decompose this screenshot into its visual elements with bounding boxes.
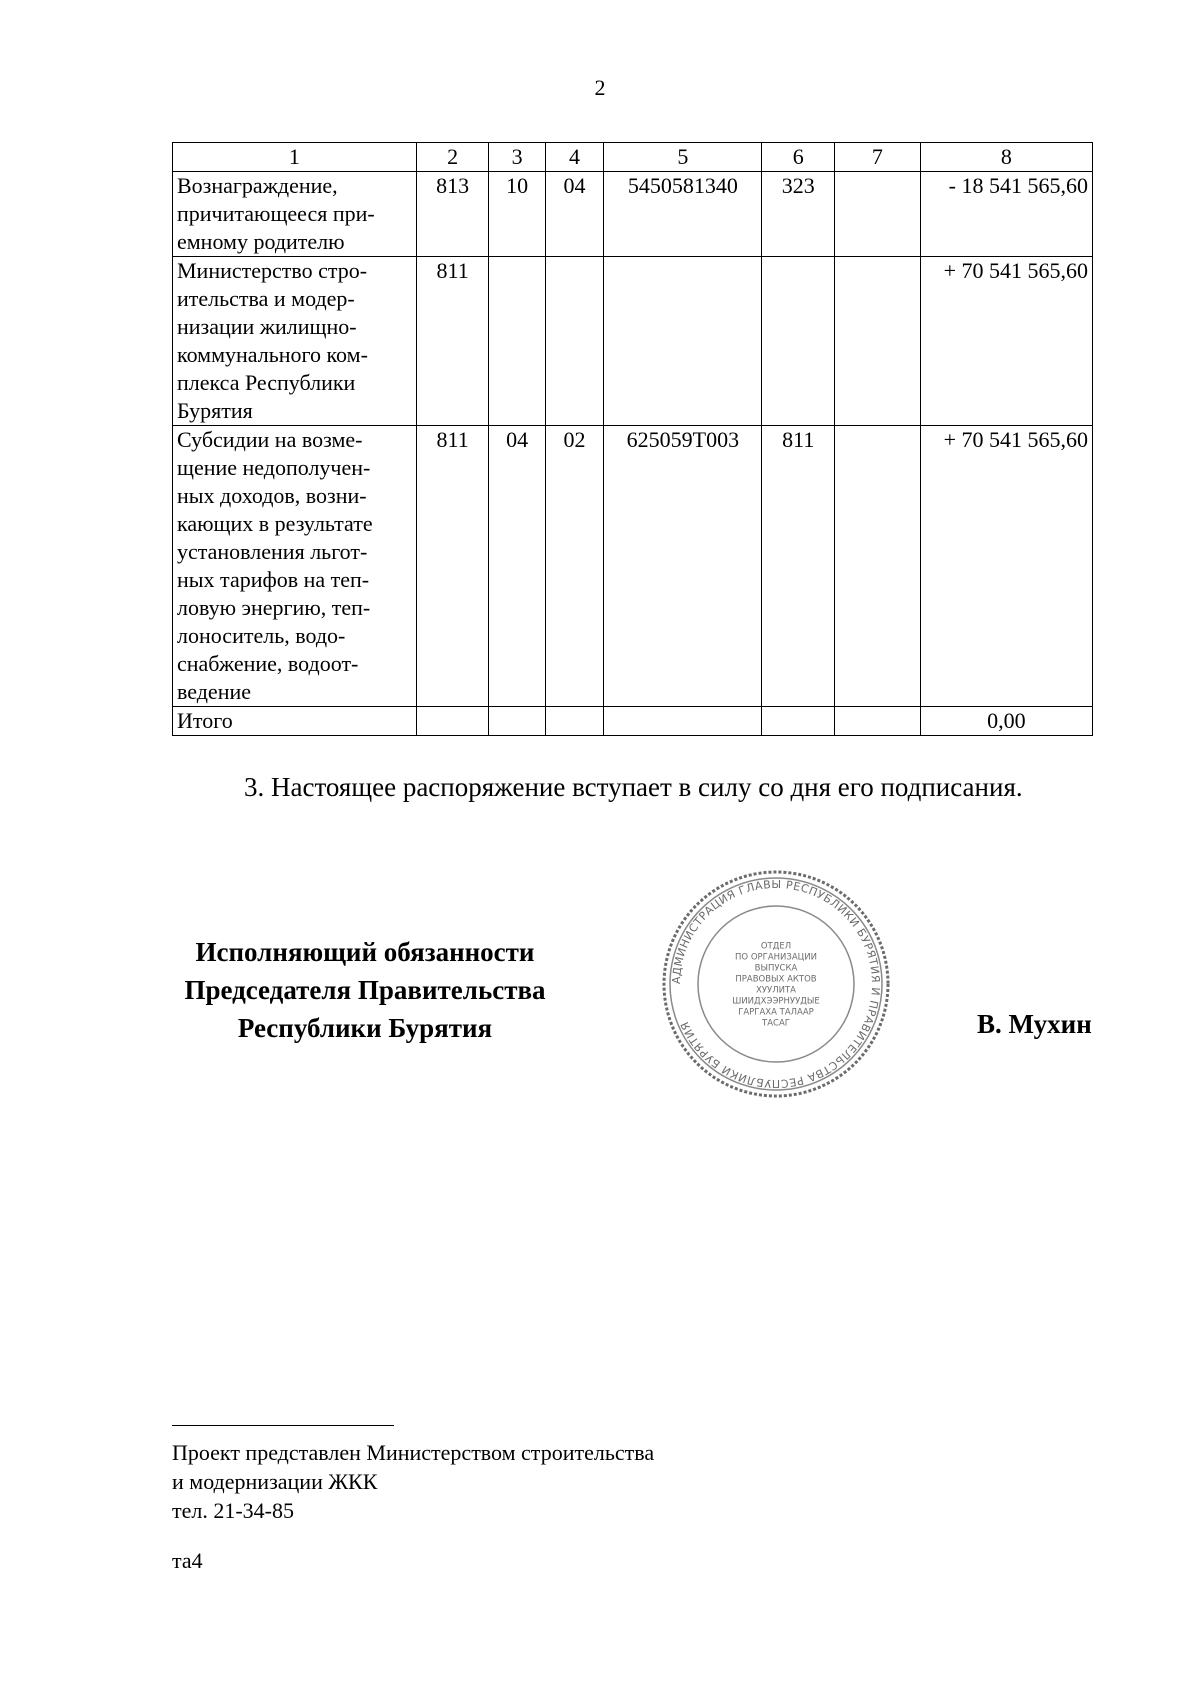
table-cell [762,707,835,736]
footnote-line: тел. 21-34-85 [172,1498,295,1523]
row-name-line: лоноситель, водо- [177,623,346,648]
row-name-line: ных доходов, возни- [177,483,367,508]
footnote-divider [172,1425,394,1426]
table-cell: 04 [489,426,545,707]
seal-text-line: ПРАВОВЫХ АКТОВ [735,974,817,985]
table-cell [604,257,762,426]
table-cell [489,257,545,426]
row-name-line: низации жилищно- [177,314,357,339]
signatory-title [160,933,570,1047]
table-cell [489,707,545,736]
signatory-title-line: Председателя Правительства [184,975,546,1005]
seal-text-line: ТАСАГ [762,1018,790,1029]
svg-text:АДМИНИСТРАЦИЯ ГЛАВЫ РЕСПУБЛИКИ: АДМИНИСТРАЦИЯ ГЛАВЫ РЕСПУБЛИКИ БУРЯТИЯ И ПРАВИТЕЛЬСТВА РЕСПУБЛИКИ БУРЯТИЯ [669,877,883,1091]
budget-table [172,142,1093,736]
seal-text-line: ХУУЛИТА [756,985,796,996]
signatory-name: В. Мухин [977,1009,1092,1039]
row-name-line: емному родителю [177,229,345,254]
row-name-line: установления льгот- [177,539,368,564]
header-cell: 8 [920,143,1092,172]
row-name-line: кающих в результате [177,511,373,536]
amount-cell: - 18 541 565,60 [920,172,1092,257]
row-name-line: Министерство стро- [177,258,368,283]
total-label: Итого [173,707,417,736]
table-cell [416,707,489,736]
table-cell [835,172,921,257]
row-name-line: Вознаграждение, [177,173,338,198]
header-cell: 2 [416,143,489,172]
page-number: 2 [594,75,606,100]
row-name-line: ительства и модер- [177,286,355,311]
footnote-line: и модернизации ЖКК [172,1469,378,1494]
table-cell: 811 [762,426,835,707]
seal-text-line: ПО ОРГАНИЗАЦИИ [735,952,817,963]
table-cell [762,257,835,426]
row-name-cell [173,257,417,426]
table-cell [545,707,604,736]
header-cell: 7 [835,143,921,172]
header-cell: 1 [173,143,417,172]
table-row [173,426,1093,707]
table-cell [545,257,604,426]
footnote [172,1438,654,1525]
table-cell: 811 [416,257,489,426]
total-row [173,707,1093,736]
total-amount: 0,00 [920,707,1092,736]
row-name-line: причитающееся при- [177,201,375,226]
table-cell: 10 [489,172,545,257]
row-name-line: плекса Республики [177,370,356,395]
table-header-row [173,143,1093,172]
row-name-line: коммунального ком- [177,342,368,367]
official-seal [660,868,892,1100]
signatory-title-line: Исполняющий обязанности [195,937,535,967]
row-name-cell [173,172,417,257]
row-name-cell [173,426,417,707]
header-cell: 5 [604,143,762,172]
table-cell: 5450581340 [604,172,762,257]
seal-text-line: ГАРГАХА ТАЛААР [738,1007,814,1018]
header-cell: 3 [489,143,545,172]
seal-text-line: ВЫПУСКА [754,963,798,974]
table-cell: 813 [416,172,489,257]
amount-cell: + 70 541 565,60 [920,257,1092,426]
footnote-line: Проект представлен Министерством строительства [172,1440,655,1465]
table-cell: 625059Т003 [604,426,762,707]
seal-text-line: ШИИДХЭЭРНУУДЫЕ [732,996,820,1007]
table-cell: 04 [545,172,604,257]
row-name-line: ведение [177,679,252,704]
header-cell: 6 [762,143,835,172]
amount-cell: + 70 541 565,60 [920,426,1092,707]
row-name-line: снабжение, водоот- [177,651,359,676]
row-name-line: ловую энергию, теп- [177,595,371,620]
clause-text: 3. Настоящее распоряжение вступает в силу со дня его подписания. [244,772,1023,802]
header-cell: 4 [545,143,604,172]
row-name-line: щение недополучен- [177,455,371,480]
table-cell: 323 [762,172,835,257]
table-cell: 811 [416,426,489,707]
table-row [173,172,1093,257]
signatory-title-line: Республики Бурятия [237,1013,493,1043]
row-name-line: ных тарифов на теп- [177,567,370,592]
row-name-line: Субсидии на возме- [177,427,363,452]
table-cell [835,257,921,426]
table-cell [835,426,921,707]
document-code: та4 [172,1548,203,1573]
seal-text-line: ОТДЕЛ [760,941,792,952]
table-cell: 02 [545,426,604,707]
table-row [173,257,1093,426]
table-cell [604,707,762,736]
table-cell [835,707,921,736]
row-name-line: Бурятия [177,398,253,423]
